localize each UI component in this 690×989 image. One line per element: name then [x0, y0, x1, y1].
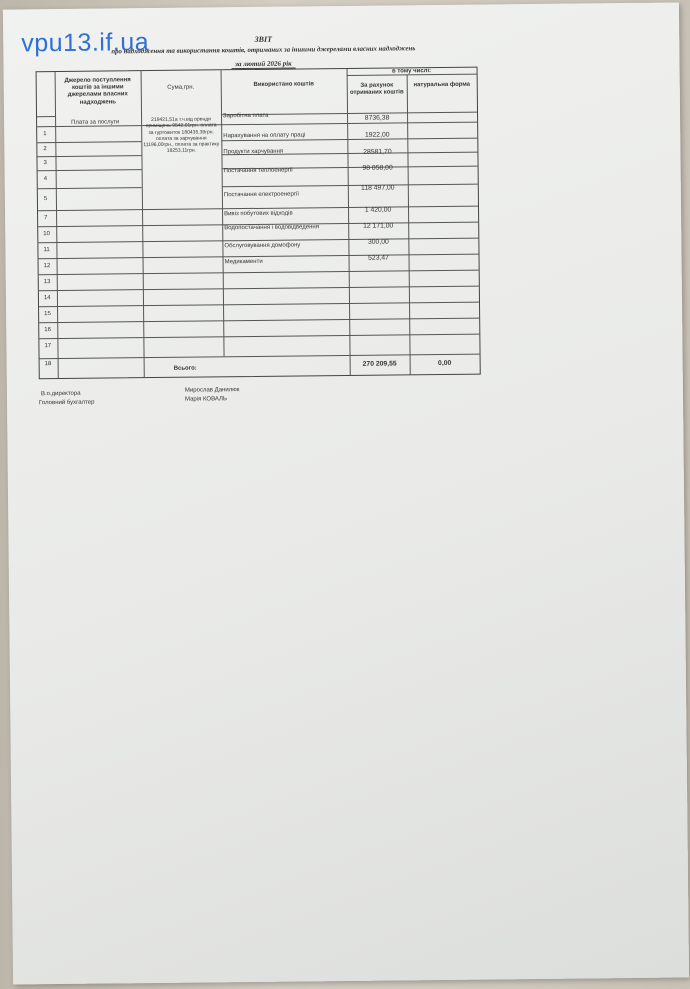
header-inclusive: в тому числі:: [391, 68, 432, 75]
signature-name: Марія КОВАЛЬ: [184, 396, 227, 403]
row-number: 10: [43, 231, 50, 238]
item-name: Нарахування на оплату праці: [223, 132, 306, 140]
sum-description: 219421,51а т.ч.від оренди приміщень 9542,01грн. оплата за гуртожиток 180435,39грн. оплата за харчування 11196,00грн., оплата за практику 18253,11грн.: [143, 116, 220, 155]
header-used: Використано коштів: [253, 81, 314, 88]
signature-role: В.о.директора: [40, 390, 81, 398]
row-number: 18: [44, 361, 52, 368]
row-number: 17: [44, 343, 52, 350]
signature-name: Мирослав Данилюк: [184, 387, 240, 394]
item-name: Постачання електроенергії: [223, 191, 300, 199]
header-natural: натуральна форма: [413, 81, 471, 89]
item-name: Водопостачання і водовідведення: [224, 224, 319, 232]
row-number: 4: [43, 176, 48, 183]
report-table: [36, 67, 481, 380]
item-amount: 523,47: [368, 254, 389, 262]
item-amount: 1922,00: [364, 131, 390, 139]
row-number: 11: [43, 247, 50, 254]
item-amount: 12 171,00: [363, 222, 394, 230]
total-label: Всього:: [173, 365, 197, 372]
signature-role: Головний бухгалтер: [39, 399, 95, 407]
header-received: За рахунок отриманих коштів: [349, 82, 404, 97]
header-sum: Сума,грн.: [167, 84, 195, 91]
row-number: 16: [44, 327, 51, 334]
item-amount: 98 058,00: [362, 164, 393, 172]
total-received: 270 209,55: [362, 360, 397, 368]
item-name: Постачання теплоенергії: [223, 167, 293, 175]
row-number: 2: [43, 146, 47, 153]
item-amount: 118 497,00: [361, 184, 395, 192]
row-number: 1: [43, 131, 47, 138]
item-name: Обслуговування домофону: [224, 242, 301, 250]
row-number: 7: [44, 215, 48, 222]
source-label: Плата за послуги: [71, 119, 120, 126]
item-name: Продукти харчування: [223, 148, 284, 156]
header-source: Джерело поступлення коштів за іншими джерелами власних надходжень: [64, 77, 131, 106]
total-natural: 0,00: [437, 359, 452, 368]
report-period: за лютий 2026 рік: [63, 58, 463, 70]
item-name: Медикаменти: [224, 258, 263, 266]
report-subtitle: про надходження та використання коштів, отриманих за іншими джерелами власних надходжень: [111, 45, 416, 56]
item-amount: 1 420,00: [364, 206, 392, 214]
document-sheet: [3, 2, 689, 984]
row-number: 15: [44, 311, 51, 318]
item-amount: 28581,70: [363, 148, 392, 156]
item-name: Вивіз побутових відходів: [224, 210, 293, 218]
row-number: 12: [43, 263, 51, 270]
row-number: 14: [43, 295, 51, 302]
watermark: vpu13.if.ua: [21, 28, 150, 58]
item-name: Заробітна плата: [223, 112, 269, 120]
row-number: 5: [43, 196, 48, 203]
row-number: 3: [43, 160, 47, 167]
row-number: 13: [43, 279, 51, 286]
item-amount: 8736,38: [364, 114, 390, 122]
item-amount: 300,00: [367, 238, 389, 246]
report-title: ЗВІТ: [254, 34, 272, 44]
